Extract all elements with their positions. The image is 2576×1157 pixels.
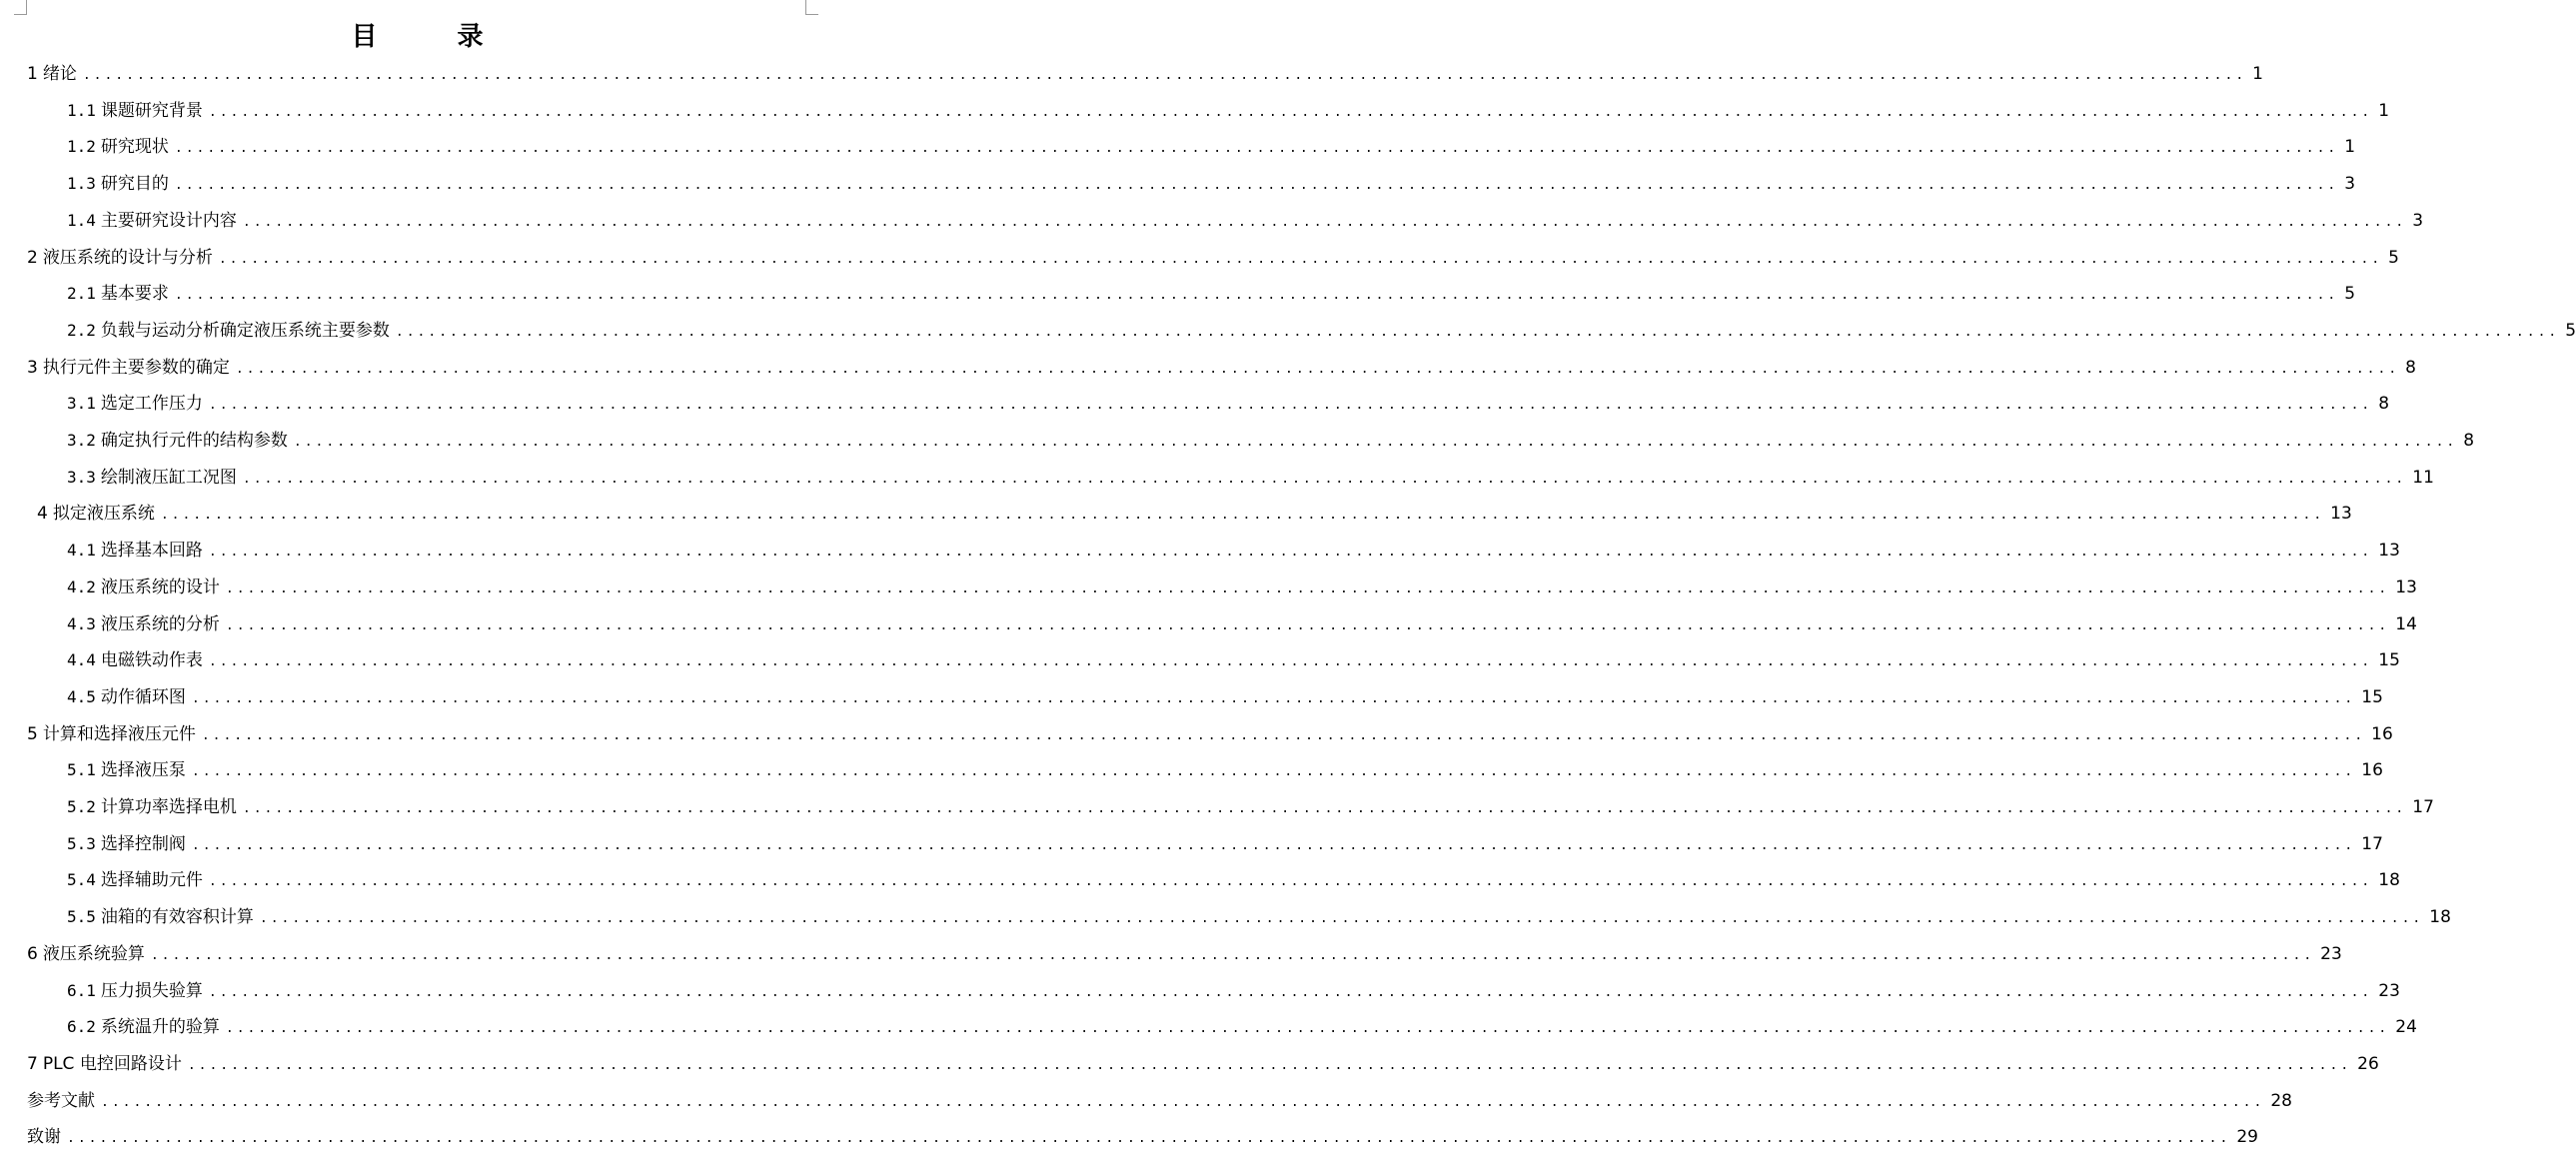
toc-entry-number: 5.1 — [67, 760, 96, 779]
toc-entry-label: 绪论 — [42, 64, 77, 84]
toc-entry-label: 计算功率选择电机 — [100, 797, 237, 817]
toc-page-number: 8 — [2405, 358, 2416, 378]
page-title-char-2: 录 — [457, 22, 484, 52]
toc-page-number: 1 — [2378, 101, 2390, 121]
toc-dot-leader: ........................................................................................................................................................................................................ — [150, 948, 2315, 963]
toc-entry-number: 6.1 — [67, 981, 96, 1000]
toc-section-entry[interactable] — [67, 203, 2424, 239]
toc-page-number: 18 — [2429, 907, 2451, 927]
toc-section-entry[interactable] — [67, 460, 2434, 496]
toc-entry-number: 1 — [27, 64, 38, 84]
toc-entry-number: 4 — [37, 504, 48, 524]
toc-dot-leader: ........................................................................................................................................................................................................ — [208, 985, 2373, 1000]
toc-entry-number: 5.3 — [67, 834, 96, 853]
toc-section-entry[interactable] — [67, 606, 2417, 642]
toc-entry-number: 1.4 — [67, 211, 96, 230]
toc-page-number: 8 — [2463, 431, 2475, 451]
toc-dot-leader: ........................................................................................................................................................................................................ — [218, 252, 2383, 267]
toc-dot-leader: ........................................................................................................................................................................................................ — [191, 691, 2356, 706]
toc-section-entry[interactable] — [67, 1009, 2417, 1045]
toc-dot-leader: ........................................................................................................................................................................................................ — [67, 1131, 2231, 1146]
toc-entry-number: 1.1 — [67, 101, 96, 120]
toc-dot-leader: ........................................................................................................................................................................................................ — [174, 141, 2339, 156]
toc-dot-leader: ........................................................................................................................................................................................................ — [242, 472, 2407, 487]
toc-dot-leader: ........................................................................................................................................................................................................ — [191, 764, 2356, 779]
page-corner-mark-top-right — [805, 0, 818, 15]
toc-page-number: 17 — [2361, 834, 2383, 854]
toc-entry-label: 参考文献 — [27, 1091, 95, 1111]
toc-entry-number: 5.4 — [67, 870, 96, 889]
toc-section-entry[interactable] — [67, 752, 2383, 788]
toc-entry-number: 5.5 — [67, 907, 96, 926]
toc-entry-label: 执行元件主要参数的确定 — [42, 358, 230, 378]
page-title — [0, 16, 834, 53]
toc-dot-leader: ........................................................................................................................................................................................................ — [208, 874, 2373, 889]
toc-entry-number: 4.1 — [67, 541, 96, 560]
toc-page-number: 13 — [2395, 578, 2417, 597]
page-corner-mark-top-left — [14, 0, 27, 15]
toc-page-number: 17 — [2412, 797, 2434, 817]
toc-entry-label: 液压系统的分析 — [100, 614, 220, 634]
toc-section-entry[interactable] — [67, 93, 2390, 129]
toc-page-number: 8 — [2378, 394, 2390, 414]
toc-chapter-entry[interactable] — [27, 240, 2399, 276]
toc-section-entry[interactable] — [67, 533, 2400, 569]
toc-entry-number: 4.3 — [67, 614, 96, 633]
toc-entry-number: 5 — [27, 724, 38, 744]
toc-entry-number: 2.1 — [67, 284, 96, 303]
toc-entry-number: 4.2 — [67, 578, 96, 596]
toc-page-number: 13 — [2378, 541, 2400, 561]
toc-dot-leader: ........................................................................................................................................................................................................ — [242, 215, 2407, 230]
toc-section-entry[interactable] — [67, 570, 2417, 605]
toc-dot-leader: ........................................................................................................................................................................................................ — [208, 545, 2373, 560]
toc-chapter-entry[interactable] — [27, 1119, 2258, 1155]
toc-entry-label: 油箱的有效容积计算 — [100, 907, 254, 927]
toc-entry-label: 选择控制阀 — [100, 834, 186, 854]
toc-entry-number: 3.2 — [67, 431, 96, 450]
toc-dot-leader: ........................................................................................................................................................................................................ — [191, 838, 2356, 853]
toc-section-entry[interactable] — [67, 789, 2434, 825]
toc-entry-label: 选择辅助元件 — [100, 870, 203, 890]
toc-page-number: 23 — [2320, 944, 2342, 964]
toc-section-entry[interactable] — [67, 276, 2356, 312]
toc-chapter-entry[interactable] — [27, 716, 2393, 752]
toc-chapter-entry[interactable] — [27, 1083, 2292, 1119]
toc-dot-leader: ........................................................................................................................................................................................................ — [395, 325, 2560, 340]
toc-entry-label: 计算和选择液压元件 — [42, 724, 196, 744]
toc-section-entry[interactable] — [67, 166, 2356, 202]
toc-entry-label: PLC 电控回路设计 — [42, 1054, 182, 1074]
toc-dot-leader: ........................................................................................................................................................................................................ — [160, 508, 2325, 523]
toc-page-number: 1 — [2252, 64, 2263, 84]
toc-entry-label: 液压系统的设计与分析 — [42, 248, 213, 268]
toc-dot-leader: ........................................................................................................................................................................................................ — [235, 362, 2400, 377]
toc-section-entry[interactable] — [67, 129, 2356, 165]
toc-entry-label: 课题研究背景 — [100, 101, 203, 121]
toc-dot-leader: ........................................................................................................................................................................................................ — [225, 581, 2390, 596]
toc-entry-number: 4.5 — [67, 687, 96, 706]
toc-entry-label: 压力损失验算 — [100, 981, 203, 1001]
toc-dot-leader: ........................................................................................................................................................................................................ — [174, 288, 2339, 303]
toc-entry-label: 确定执行元件的结构参数 — [100, 431, 288, 451]
toc-entry-label: 主要研究设计内容 — [100, 211, 237, 231]
toc-entry-number: 3.1 — [67, 394, 96, 413]
toc-entry-label: 选择液压泵 — [100, 760, 186, 780]
toc-dot-leader: ........................................................................................................................................................................................................ — [225, 1021, 2390, 1036]
toc-dot-leader: ........................................................................................................................................................................................................ — [187, 1058, 2352, 1073]
toc-entry-label: 系统温升的验算 — [100, 1017, 220, 1037]
toc-page-number: 16 — [2371, 724, 2393, 744]
toc-entry-number: 1.3 — [67, 174, 96, 193]
toc-dot-leader: ........................................................................................................................................................................................................ — [101, 1095, 2265, 1110]
toc-dot-leader: ........................................................................................................................................................................................................ — [208, 105, 2373, 120]
toc-page-number: 16 — [2361, 760, 2383, 780]
toc-entry-number: 6 — [27, 944, 38, 964]
toc-page-number: 28 — [2270, 1091, 2292, 1111]
toc-page-number: 5 — [2344, 284, 2356, 304]
toc-page-number: 15 — [2378, 650, 2400, 670]
toc-entry-label: 拟定液压系统 — [52, 504, 155, 524]
toc-page-number: 29 — [2236, 1127, 2258, 1147]
toc-entry-label: 负载与运动分析确定液压系统主要参数 — [100, 321, 390, 341]
toc-entry-label: 液压系统验算 — [42, 944, 145, 964]
toc-page-number: 1 — [2344, 137, 2356, 157]
toc-page-number: 26 — [2357, 1054, 2379, 1074]
toc-section-entry[interactable] — [67, 679, 2383, 715]
toc-dot-leader: ........................................................................................................................................................................................................ — [225, 618, 2390, 633]
toc-section-entry[interactable] — [67, 973, 2400, 1009]
toc-chapter-entry[interactable] — [37, 496, 2352, 532]
toc-dot-leader: ........................................................................................................................................................................................................ — [208, 654, 2373, 669]
toc-entry-number: 3.3 — [67, 468, 96, 487]
toc-page-number: 3 — [2344, 174, 2356, 194]
toc-entry-label: 液压系统的设计 — [100, 578, 220, 597]
toc-dot-leader: ........................................................................................................................................................................................................ — [259, 911, 2424, 926]
toc-page-number: 5 — [2565, 321, 2576, 341]
toc-chapter-entry[interactable] — [27, 350, 2416, 386]
toc-section-entry[interactable] — [67, 862, 2400, 898]
toc-page-number: 13 — [2330, 504, 2352, 524]
toc-dot-leader: ........................................................................................................................................................................................................ — [174, 178, 2339, 193]
toc-entry-label: 绘制液压缸工况图 — [100, 468, 237, 488]
toc-section-entry[interactable] — [67, 642, 2400, 678]
toc-entry-label: 选定工作压力 — [100, 394, 203, 414]
toc-entry-label: 研究现状 — [100, 137, 169, 157]
toc-entry-number: 1.2 — [67, 137, 96, 156]
toc-section-entry[interactable] — [67, 313, 2576, 349]
toc-entry-label: 电磁铁动作表 — [100, 650, 203, 670]
toc-chapter-entry[interactable] — [27, 936, 2342, 972]
toc-page-number: 23 — [2378, 981, 2400, 1001]
toc-page-number: 14 — [2395, 614, 2417, 634]
toc-entry-number: 2 — [27, 248, 38, 268]
toc-page-number: 24 — [2395, 1017, 2417, 1037]
toc-entry-number: 5.2 — [67, 797, 96, 816]
toc-page-number: 11 — [2412, 468, 2434, 488]
toc-entry-number: 6.2 — [67, 1017, 96, 1036]
toc-entry-label: 基本要求 — [100, 284, 169, 304]
toc-section-entry[interactable] — [67, 423, 2475, 459]
toc-entry-label: 选择基本回路 — [100, 541, 203, 561]
toc-page-number: 5 — [2388, 248, 2399, 268]
toc-chapter-entry[interactable] — [27, 1046, 2379, 1082]
toc-section-entry[interactable] — [67, 899, 2451, 935]
toc-entry-number: 4.4 — [67, 650, 96, 669]
toc-dot-leader: ........................................................................................................................................................................................................ — [208, 398, 2373, 413]
toc-entry-label: 致谢 — [27, 1127, 61, 1147]
toc-entry-label: 研究目的 — [100, 174, 169, 194]
toc-entry-number: 3 — [27, 358, 38, 378]
toc-page-number: 18 — [2378, 870, 2400, 890]
toc-dot-leader: ........................................................................................................................................................................................................ — [293, 435, 2458, 450]
toc-section-entry[interactable] — [67, 826, 2383, 862]
toc-dot-leader: ........................................................................................................................................................................................................ — [242, 801, 2407, 816]
toc-chapter-entry[interactable] — [27, 56, 2263, 92]
page-title-char-1: 目 — [351, 22, 378, 52]
toc-entry-number: 2.2 — [67, 321, 96, 340]
toc-page-number: 15 — [2361, 687, 2383, 707]
toc-entry-number: 7 — [27, 1054, 38, 1074]
toc-page-number: 3 — [2412, 211, 2424, 231]
toc-dot-leader: ........................................................................................................................................................................................................ — [201, 728, 2366, 743]
toc-dot-leader: ........................................................................................................................................................................................................ — [82, 68, 2247, 83]
toc-section-entry[interactable] — [67, 386, 2390, 422]
toc-entry-label: 动作循环图 — [100, 687, 186, 707]
